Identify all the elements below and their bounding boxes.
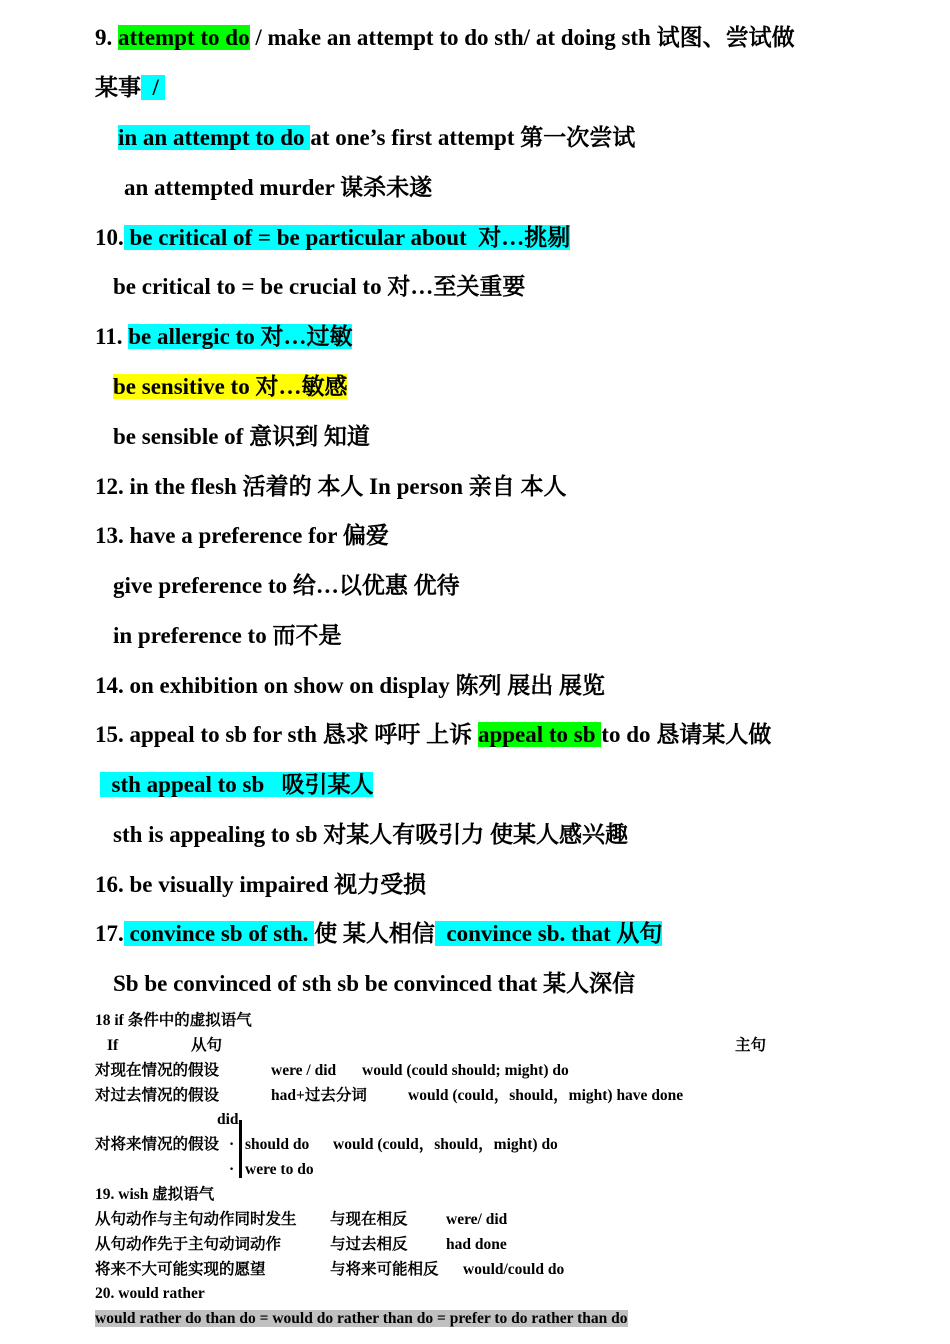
wish-row-3-contrast: 与将来可能相反 — [330, 1261, 439, 1278]
entry-13-line-3: in preference to 而不是 — [113, 623, 342, 648]
section-20-formula — [95, 1309, 628, 1329]
highlighted-phrase: appeal to sb — [477, 722, 602, 747]
entry-9-line-1 — [95, 24, 795, 52]
row-past-label: 对过去情况的假设 — [95, 1087, 220, 1104]
row-past-main: would (could，should，might) have done — [408, 1087, 684, 1104]
entry-15-line-1 — [95, 721, 771, 749]
highlighted-phrase: be critical of = be particular about 对…挑剔 — [123, 225, 571, 250]
wish-row-1-desc: 从句动作与主句动作同时发生 — [95, 1211, 297, 1228]
entry-10-line-2: be critical to = be crucial to 对…至关重要 — [113, 274, 526, 299]
row-present-main: would (could should; might) do — [362, 1062, 569, 1079]
highlighted-phrase: be sensitive to 对…敏感 — [113, 374, 348, 399]
phrase-text: 某事 — [95, 75, 141, 100]
row-future-main: would (could，should，might) do — [333, 1136, 558, 1153]
highlighted-phrase: sth appeal to sb 吸引某人 — [100, 772, 374, 797]
col-header-if: If — [107, 1037, 119, 1054]
row-future-did: did — [217, 1111, 239, 1128]
section-19-title: 19. wish 虚拟语气 — [95, 1186, 215, 1203]
entry-10-line-1 — [95, 224, 570, 252]
col-header-clause: 从句 — [191, 1037, 223, 1054]
row-future-were: were to do — [245, 1161, 314, 1178]
wish-row-1-contrast: 与现在相反 — [330, 1211, 408, 1228]
section-18-title: 18 if 条件中的虚拟语气 — [95, 1012, 252, 1029]
entry-13-line-1: 13. have a preference for 偏爱 — [95, 523, 389, 548]
wish-row-2-desc: 从句动作先于主句动词动作 — [95, 1236, 282, 1253]
entry-9-line-4: an attempted murder 谋杀未遂 — [124, 175, 433, 200]
entry-14-line-1: 14. on exhibition on show on display 陈列 展出 展览 — [95, 673, 605, 698]
wish-row-3-form: would/could do — [463, 1261, 565, 1278]
highlighted-phrase: convince sb of sth. — [123, 921, 315, 946]
row-present-clause: were / did — [271, 1062, 337, 1079]
row-present-label: 对现在情况的假设 — [95, 1062, 220, 1079]
highlighted-formula: would rather do than do = would do rather than do = prefer to do rather than do — [95, 1310, 628, 1327]
phrase-text: / make an attempt to do sth/ at doing sth 试图、尝试做 — [249, 25, 795, 50]
entry-17-line-2: Sb be convinced of sth sb be convinced that 某人深信 — [113, 971, 636, 996]
phrase-text: to do 恳请某人做 — [601, 722, 772, 747]
highlighted-phrase: / — [141, 75, 165, 100]
row-past-clause: had+过去分词 — [271, 1087, 367, 1104]
entry-number: 9. — [95, 25, 113, 50]
entry-13-line-2: give preference to 给…以优惠 优待 — [113, 573, 460, 598]
phrase-text: 使 某人相信 — [314, 921, 435, 946]
wish-row-1-form: were/ did — [446, 1211, 508, 1228]
phrase-text: 15. appeal to sb for sth 恳求 呼吁 上诉 — [95, 722, 473, 747]
entry-12-line-1: 12. in the flesh 活着的 本人 In person 亲自 本人 — [95, 474, 567, 499]
phrase-text: at one’s first attempt 第一次尝试 — [310, 125, 636, 150]
entry-17-line-1 — [95, 920, 662, 948]
section-20-title: 20. would rather — [95, 1285, 205, 1302]
highlighted-phrase: be allergic to 对…过敏 — [128, 324, 353, 349]
row-future-label: 对将来情况的假设 — [95, 1136, 220, 1153]
highlighted-phrase: in an attempt to do — [118, 125, 311, 150]
entry-15-line-2 — [100, 771, 373, 799]
entry-9-line-2 — [95, 74, 165, 102]
entry-11-line-3: be sensible of 意识到 知道 — [113, 424, 370, 449]
entry-16-line-1: 16. be visually impaired 视力受损 — [95, 872, 427, 897]
entry-number: 17. — [95, 921, 124, 946]
highlighted-phrase: convince sb. that 从句 — [434, 921, 663, 946]
entry-15-line-3: sth is appealing to sb 对某人有吸引力 使某人感兴趣 — [113, 822, 629, 847]
wish-row-2-form: had done — [446, 1236, 507, 1253]
entry-number: 11. — [95, 324, 129, 349]
bullet-dot: · — [229, 1136, 235, 1153]
wish-row-2-contrast: 与过去相反 — [330, 1236, 408, 1253]
wish-row-3-desc: 将来不大可能实现的愿望 — [95, 1261, 266, 1278]
bullet-dot: · — [229, 1161, 235, 1178]
entry-11-line-1 — [95, 323, 352, 351]
col-header-main: 主句 — [735, 1037, 767, 1054]
entry-9-line-3 — [118, 124, 635, 152]
highlighted-phrase: attempt to do — [118, 25, 250, 50]
entry-number: 10. — [95, 225, 124, 250]
row-future-clause: should do — [245, 1136, 310, 1153]
entry-11-line-2 — [113, 373, 347, 401]
